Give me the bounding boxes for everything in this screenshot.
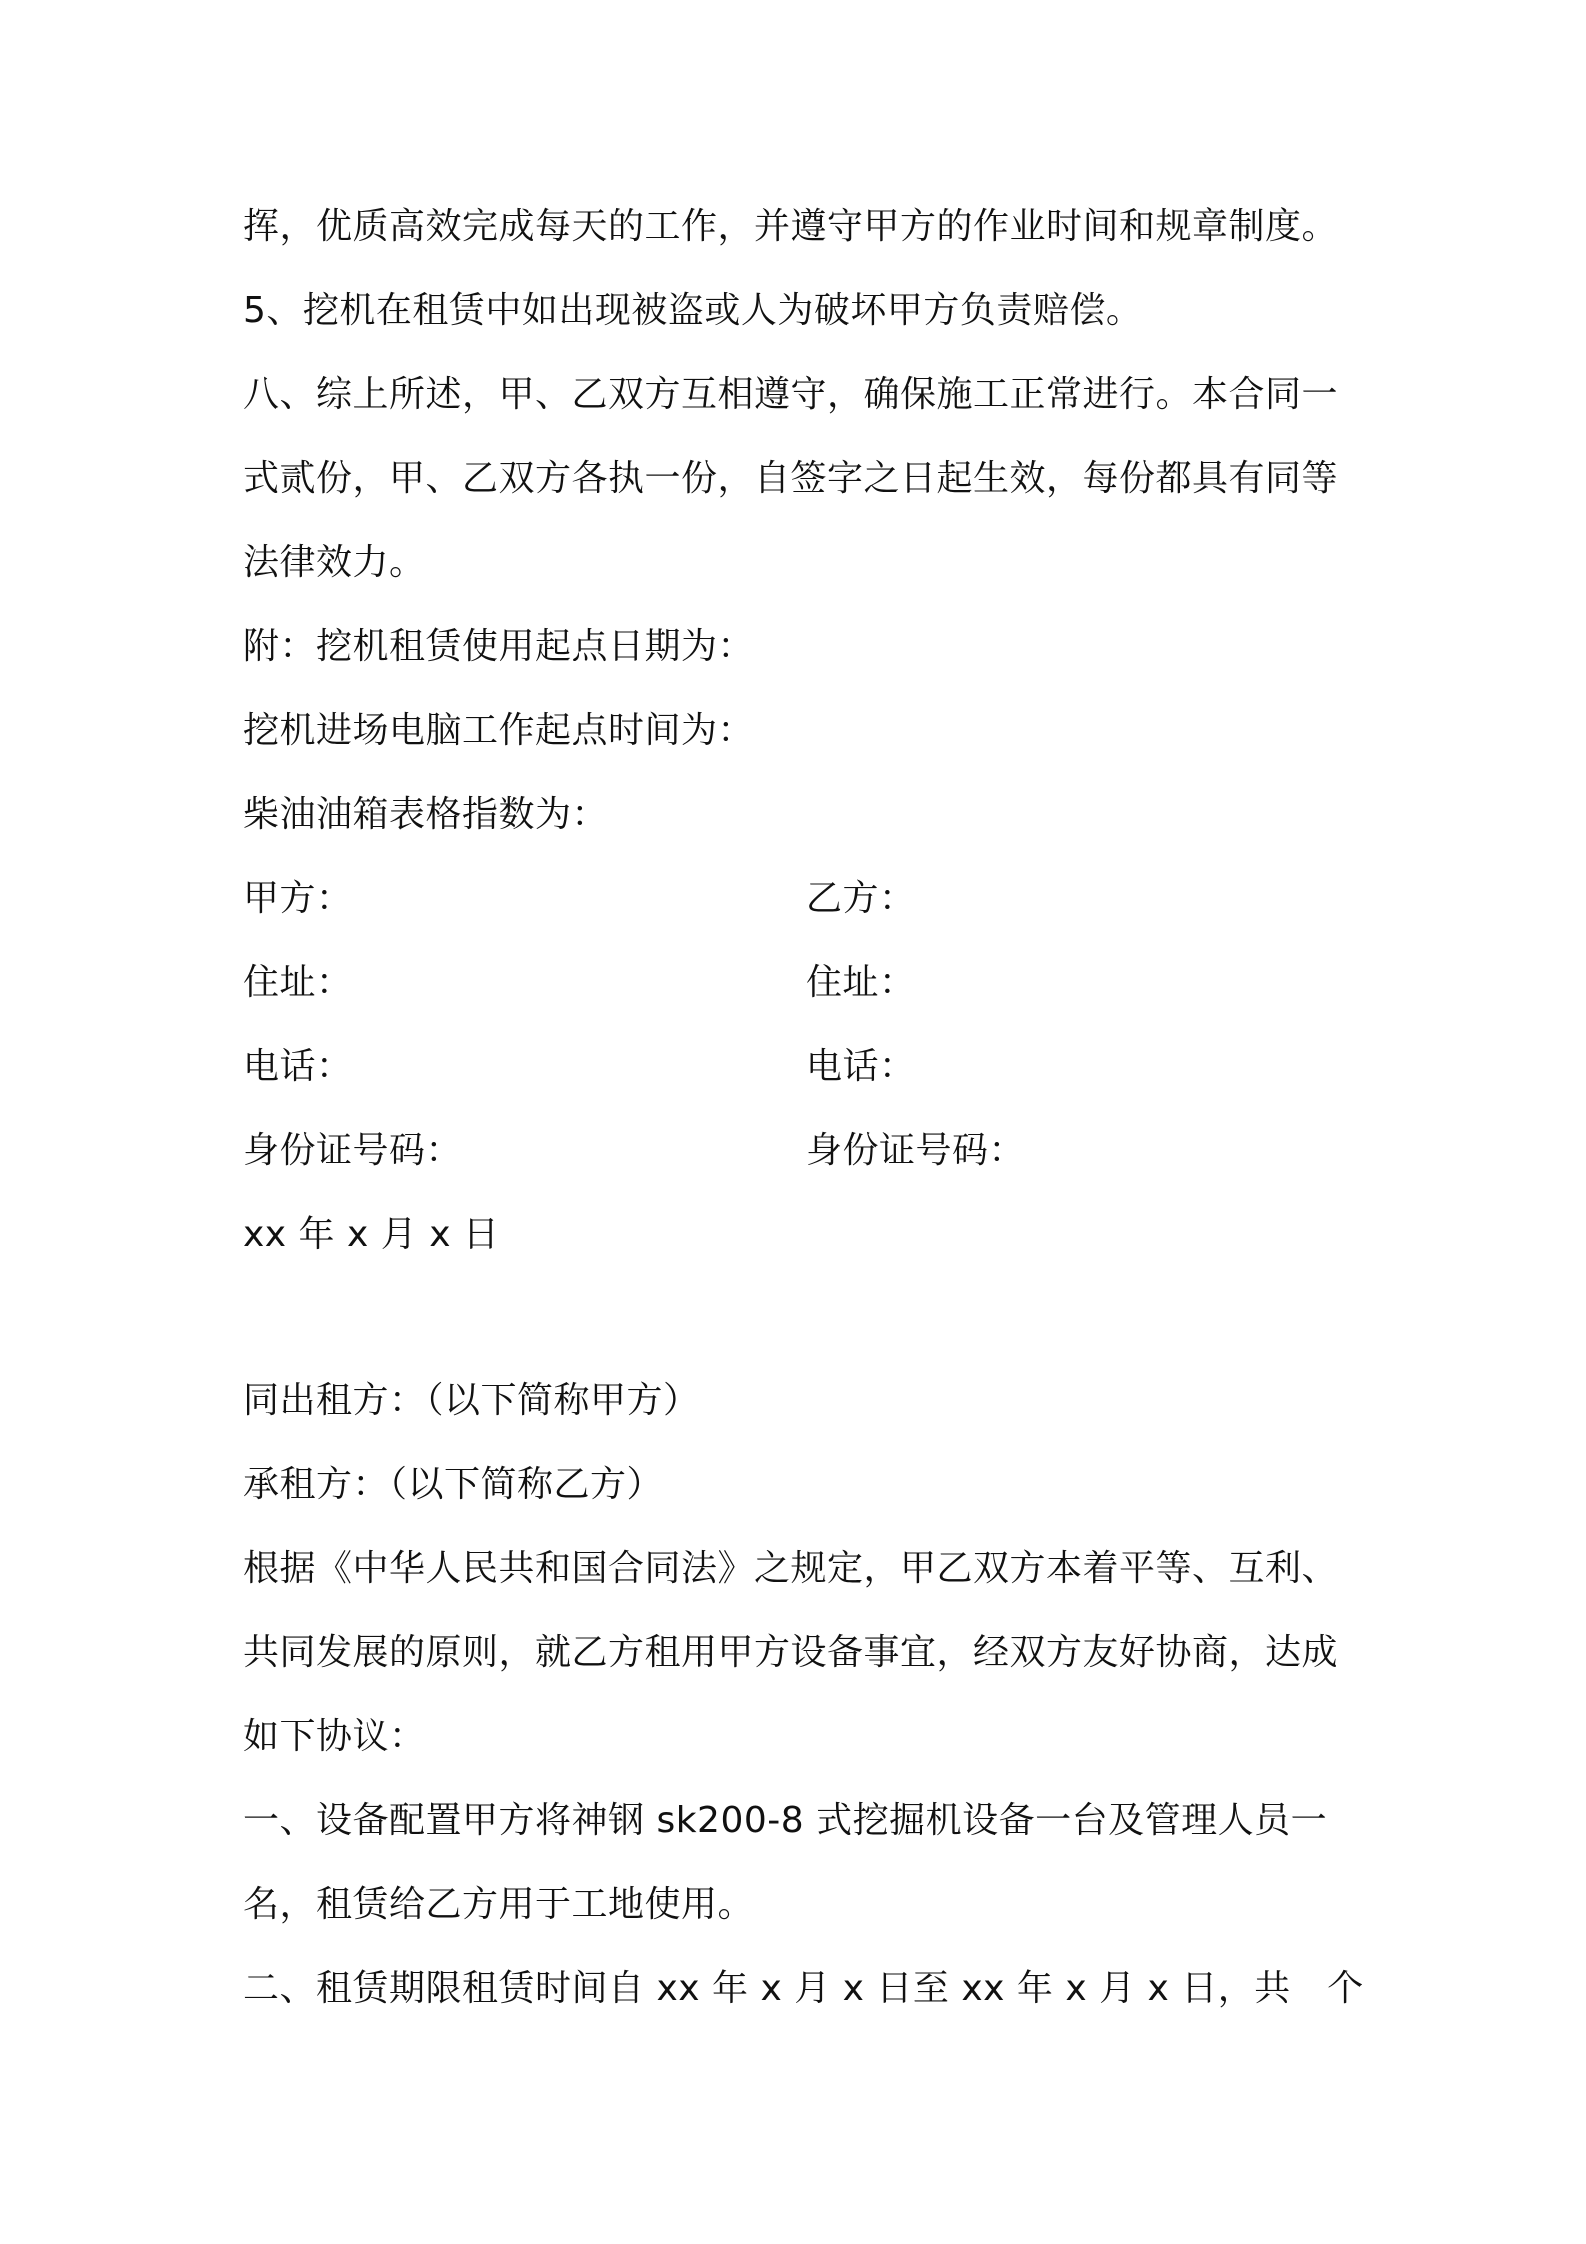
paragraph-line: 如下协议： [243, 1716, 426, 1757]
paragraph-line: 同出租方：（以下简称甲方） [243, 1380, 700, 1421]
paragraph-line: 附：挖机租赁使用起点日期为： [243, 626, 755, 667]
party-b-id-label: 身份证号码： [806, 1130, 1026, 1171]
paragraph-line: 共同发展的原则，就乙方租用甲方设备事宜，经双方友好协商，达成 [243, 1632, 1339, 1673]
paragraph-line: 法律效力。 [243, 542, 426, 583]
paragraph-line: 式贰份，甲、乙双方各执一份，自签字之日起生效，每份都具有同等 [243, 458, 1339, 499]
party-b-address-label: 住址： [806, 962, 916, 1003]
paragraph-line: 八、综上所述，甲、乙双方互相遵守，确保施工正常进行。本合同一 [243, 374, 1339, 415]
party-b-phone-label: 电话： [806, 1046, 916, 1087]
paragraph-line: 承租方：（以下简称乙方） [243, 1464, 664, 1505]
paragraph-line: 柴油油箱表格指数为： [243, 794, 609, 835]
party-a-address-label: 住址： [243, 962, 353, 1003]
party-b-label: 乙方： [806, 878, 916, 919]
paragraph-line: 5、挖机在租赁中如出现被盗或人为破坏甲方负责赔偿。 [243, 290, 1143, 331]
party-a-phone-label: 电话： [243, 1046, 353, 1087]
paragraph-line: 挥，优质高效完成每天的工作，并遵守甲方的作业时间和规章制度。 [243, 206, 1339, 247]
date-line: xx 年 x 月 x 日 [243, 1214, 500, 1255]
party-a-label: 甲方： [243, 878, 353, 919]
paragraph-line: 二、租赁期限租赁时间自 xx 年 x 月 x 日至 xx 年 x 月 x 日，共 个 [243, 1968, 1364, 2009]
paragraph-line: 根据《中华人民共和国合同法》之规定，甲乙双方本着平等、互利、 [243, 1548, 1339, 1589]
paragraph-line: 挖机进场电脑工作起点时间为： [243, 710, 755, 751]
party-a-id-label: 身份证号码： [243, 1130, 463, 1171]
paragraph-line: 一、设备配置甲方将神钢 sk200-8 式挖掘机设备一台及管理人员一 [243, 1800, 1328, 1841]
paragraph-line: 名，租赁给乙方用于工地使用。 [243, 1884, 755, 1925]
